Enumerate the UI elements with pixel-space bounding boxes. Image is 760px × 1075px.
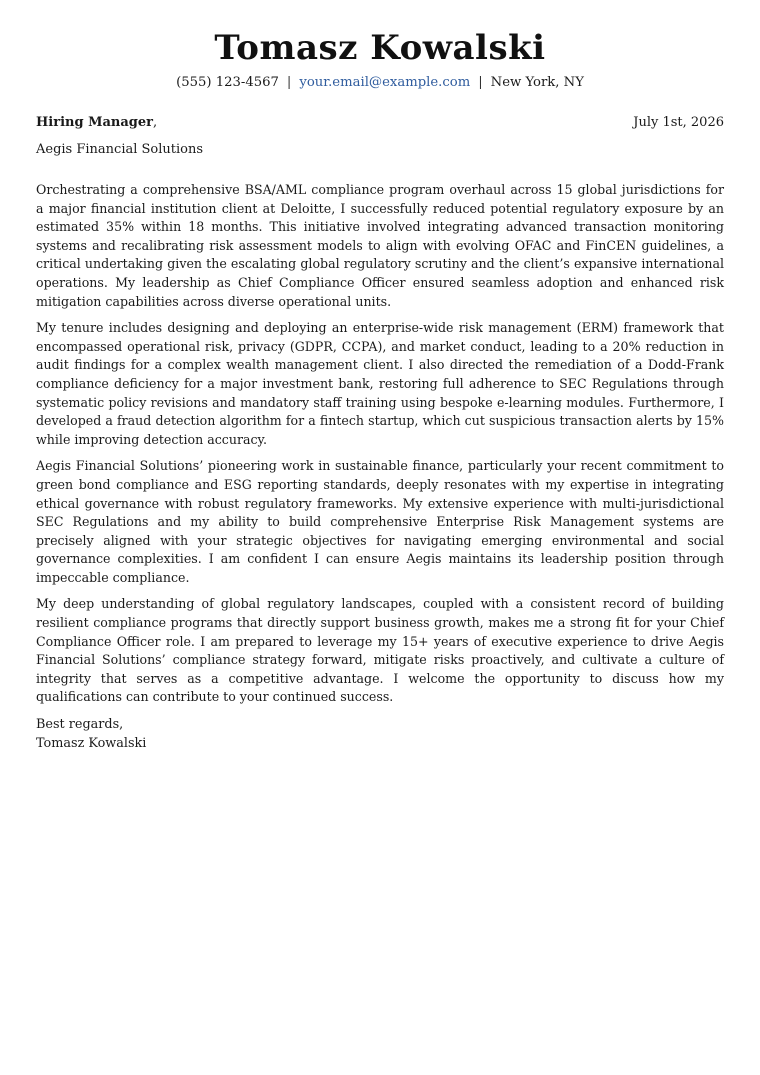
body-paragraph: Orchestrating a comprehensive BSA/AML compliance program overhaul across 15 global jurisdictions for a major financial institution client at Deloitte, I successfully reduced potential regulatory exposure by an estimated 35% within 18 months. This initiative involved integrating advanced transaction monitoring systems and recalibrating risk assessment models to align with evolving OFAC and FinCEN guidelines, a critical undertaking given the escalating global regulatory scrutiny and the client’s expansive international operations. My leadership as Chief Compliance Officer ensured seamless adoption and enhanced risk mitigation capabilities across diverse operational units. <box>36 182 724 309</box>
body-paragraph: My deep understanding of global regulatory landscapes, coupled with a consistent record of building resilient compliance programs that directly support business growth, makes me a strong fit for your Chief Compliance Officer role. I am prepared to leverage my 15+ years of executive experience to drive Aegis Financial Solutions’ compliance strategy forward, mitigate risks proactively, and cultivate a culture of integrity that serves as a competitive advantage. I welcome the opportunity to discuss how my qualifications can contribute to your continued success. <box>36 596 724 705</box>
phone-number: (555) 123-4567 <box>176 75 279 90</box>
contact-line <box>36 74 724 92</box>
signature-name: Tomasz Kowalski <box>36 736 147 752</box>
applicant-name: Tomasz Kowalski <box>214 28 546 68</box>
email-link[interactable]: your.email@example.com <box>299 75 471 90</box>
body-paragraph: My tenure includes designing and deploying an enterprise-wide risk management (ERM) framework that encompassed operational risk, privacy (GDPR, CCPA), and market conduct, leading to a 20% reduction in audit findings for a complex wealth management client. I also directed the remediation of a Dodd-Frank compliance deficiency for a major investment bank, restoring full adherence to SEC Regulations through systematic policy revisions and mandatory staff training using bespoke e-learning modules. Furthermore, I developed a fraud detection algorithm for a fintech startup, which cut suspicious transaction alerts by 15% while improving detection accuracy. <box>36 320 724 447</box>
location: New York, NY <box>490 75 584 90</box>
salutation-punctuation: , <box>152 115 158 130</box>
letter-body <box>36 181 724 707</box>
letter-date: July 1st, 2026 <box>633 115 724 130</box>
recipient-name: Hiring Manager <box>36 115 153 130</box>
recipient-company: Aegis Financial Solutions <box>36 142 204 157</box>
salutation <box>36 114 157 132</box>
recipient-row <box>36 114 724 132</box>
body-paragraph: Aegis Financial Solutions’ pioneering work in sustainable finance, particularly your recent commitment to green bond compliance and ESG reporting standards, deeply resonates with my expertise in integrating ethical governance with robust regulatory frameworks. My extensive experience with multi-jurisdictional SEC Regulations and my ability to build comprehensive Enterprise Risk Management systems are precisely aligned with your strategic objectives for navigating emerging environmental and social governance complexities. I am confident I can ensure Aegis maintains its leadership position through impeccable compliance. <box>36 458 724 585</box>
contact-separator: | <box>286 75 292 90</box>
signoff: Best regards, <box>36 717 124 733</box>
letter-closing <box>36 715 724 753</box>
contact-separator: | <box>478 75 483 90</box>
